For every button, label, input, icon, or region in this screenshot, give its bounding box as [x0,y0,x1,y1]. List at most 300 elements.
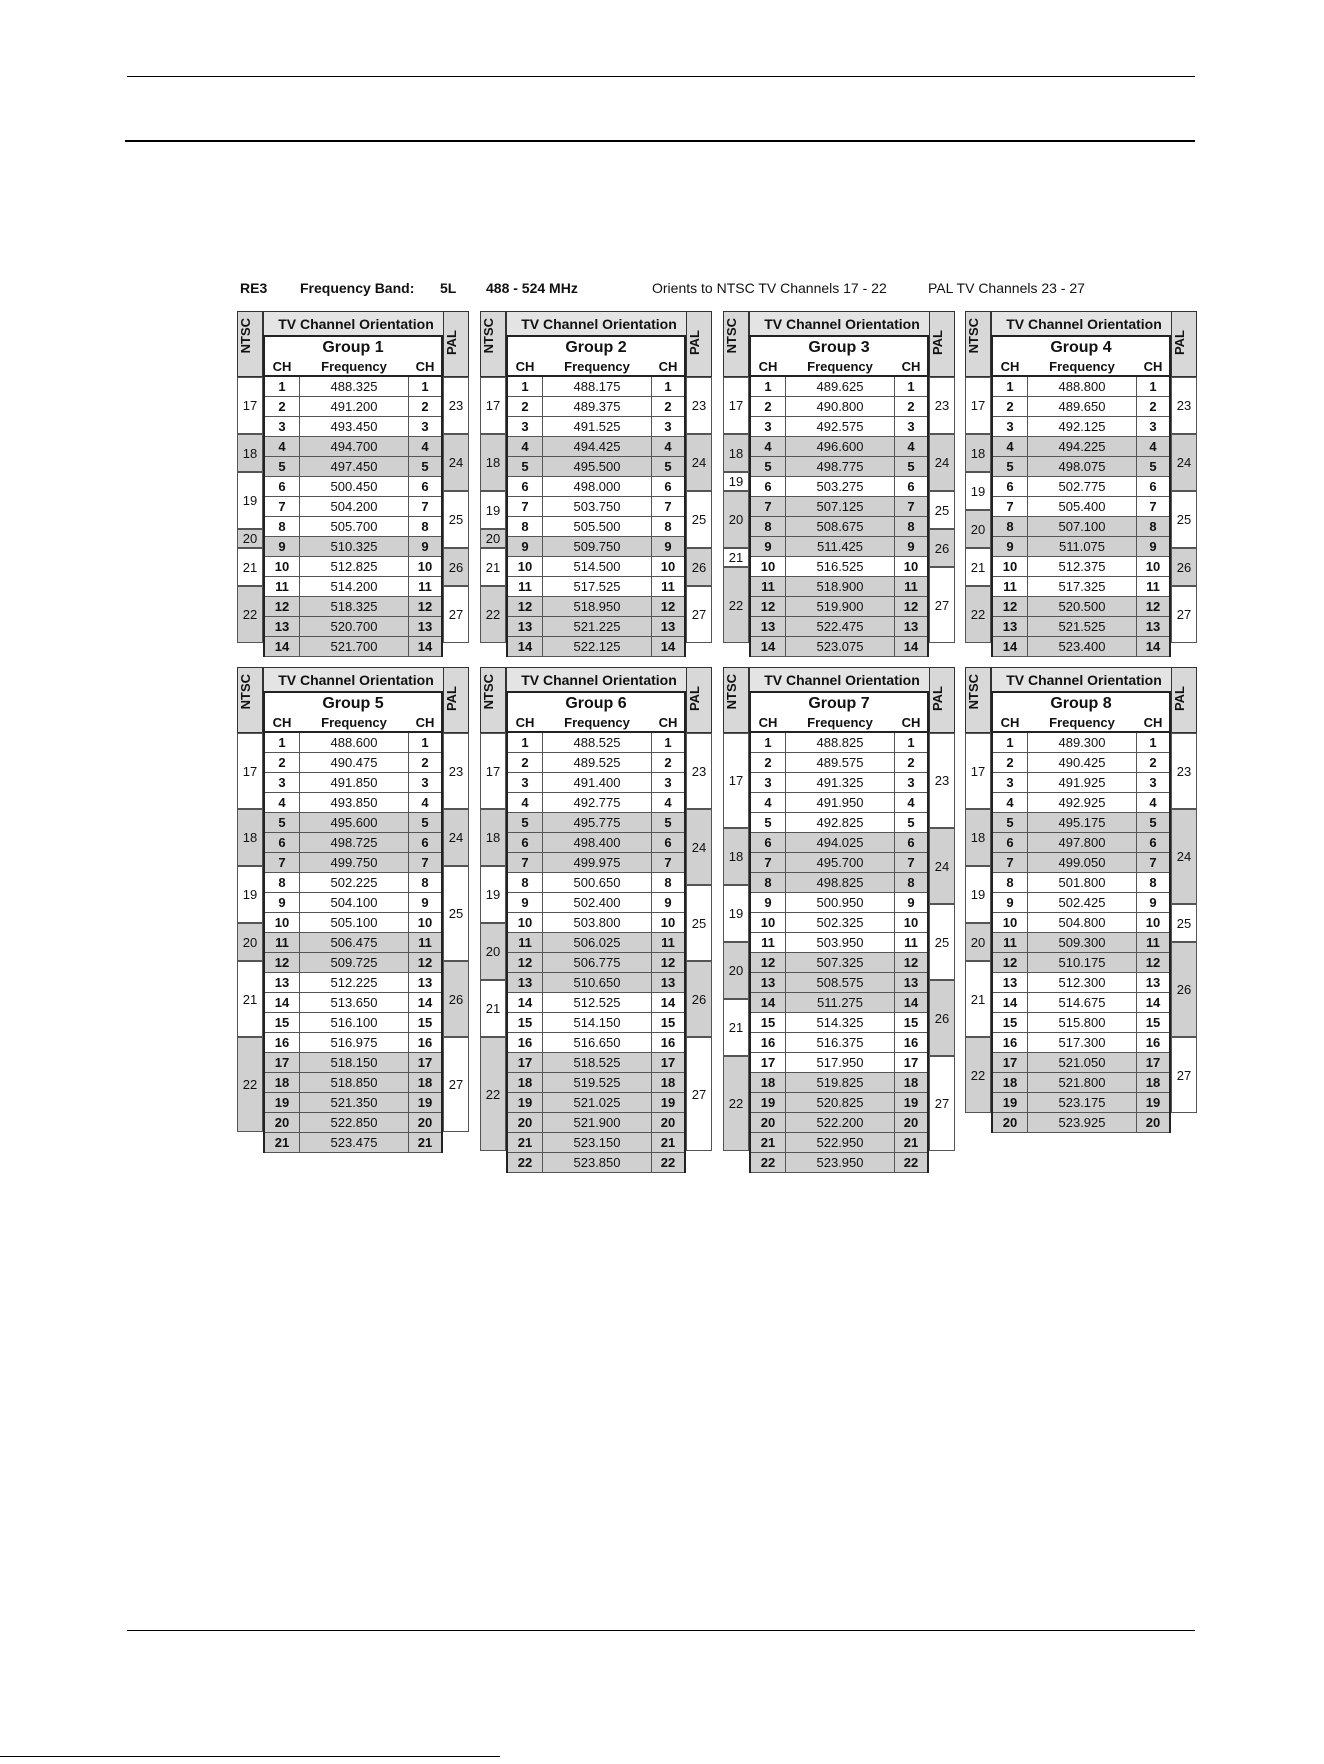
frequency-cell: 507.125 [785,497,895,516]
frequency-cell: 501.800 [1027,873,1137,892]
channel-cell: 10 [903,559,919,574]
frequency-cell: 497.450 [299,457,409,476]
channel-cell: 1 [421,735,429,750]
channel-cell: 13 [660,619,676,634]
channel-cell: 6 [664,835,672,850]
table-row [751,497,927,517]
ntsc-header [237,667,263,733]
table-row [508,1093,684,1113]
frequency-cell: 495.775 [542,813,652,832]
channel-cell: 7 [1149,855,1157,870]
ntsc-channel-cell: 21 [480,980,506,1037]
table-row [751,953,927,973]
ntsc-header [965,667,991,733]
table-row [751,993,927,1013]
pal-channel-cell: 23 [686,377,712,434]
frequency-cell: 506.025 [542,933,652,952]
channel-cell: 16 [1002,1035,1018,1050]
frequency-header: Frequency [1049,715,1115,730]
frequency-cell: 490.800 [785,397,895,416]
ntsc-channel-cell: 20 [237,529,263,548]
pal-channel-cell: 27 [1171,1037,1197,1113]
frequency-cell: 507.325 [785,953,895,972]
group-inner [991,335,1171,657]
group-inner [263,691,443,1153]
frequency-cell: 491.925 [1027,773,1137,792]
pal-channel-cell: 24 [929,434,955,491]
table-row [508,637,684,657]
table-row [751,537,927,557]
orientation-title: TV Channel Orientation [749,667,935,691]
table-row [265,793,441,813]
frequency-cell: 504.200 [299,497,409,516]
channel-cell: 16 [517,1035,533,1050]
frequency-cell: 504.100 [299,893,409,912]
column-header [508,359,684,377]
frequency-cell: 512.525 [542,993,652,1012]
pal-channel-cell: 26 [686,961,712,1037]
pal-channel-cell: 24 [1171,809,1197,904]
channel-cell: 4 [664,795,672,810]
channel-cell: 17 [660,1055,676,1070]
frequency-cell: 519.825 [785,1073,895,1092]
channel-cell: 17 [517,1055,533,1070]
ntsc-channel-cell: 17 [237,733,263,809]
channel-cell: 4 [1006,439,1014,454]
frequency-cell: 518.950 [542,597,652,616]
table-row [993,597,1169,617]
channel-cell: 2 [421,399,429,414]
ntsc-channel-cell: 21 [965,961,991,1037]
channel-cell: 4 [1149,439,1157,454]
group-table-2 [480,311,712,654]
channel-cell: 6 [521,479,529,494]
table-row [508,477,684,497]
orientation-title: TV Channel Orientation [506,311,692,335]
channel-cell: 8 [907,875,915,890]
group-table-5 [237,667,469,1150]
channel-cell: 8 [1006,519,1014,534]
frequency-cell: 502.325 [785,913,895,932]
table-row [751,873,927,893]
orientation-title: TV Channel Orientation [749,311,935,335]
table-row [508,893,684,913]
channel-cell: 5 [521,459,529,474]
channel-cell: 7 [907,499,915,514]
table-row [751,1013,927,1033]
channel-cell: 2 [907,399,915,414]
channel-cell: 17 [1145,1055,1161,1070]
table-row [751,1113,927,1133]
channel-cell: 21 [660,1135,676,1150]
table-row [508,813,684,833]
pal-channel-cell: 23 [686,733,712,809]
frequency-cell: 512.825 [299,557,409,576]
channel-cell: 1 [907,379,915,394]
frequency-cell: 514.325 [785,1013,895,1032]
table-row [993,973,1169,993]
channel-cell: 8 [278,519,286,534]
frequency-header: Frequency [321,359,387,374]
pal-label: PAL [930,330,945,356]
channel-cell: 13 [660,975,676,990]
channel-cell: 9 [907,895,915,910]
ntsc-channel-cell: 18 [237,434,263,472]
table-row [508,1033,684,1053]
channel-cell: 14 [417,639,433,654]
channel-cell: 12 [274,599,290,614]
ntsc-channel-cell: 18 [965,434,991,472]
pal-channel-cell: 25 [443,866,469,961]
channel-cell: 11 [661,579,675,594]
table-row [265,873,441,893]
frequency-cell: 491.400 [542,773,652,792]
orientation-title: TV Channel Orientation [991,667,1177,691]
table-row [265,377,441,397]
ntsc-channel-cell: 19 [480,866,506,923]
channel-cell: 13 [1145,619,1161,634]
channel-cell: 14 [760,995,776,1010]
channel-cell: 10 [760,915,776,930]
channel-cell: 13 [903,619,919,634]
frequency-cell: 512.375 [1027,557,1137,576]
table-row [993,537,1169,557]
ch-header: CH [1000,715,1020,730]
column-header [993,715,1169,733]
channel-cell: 8 [1149,519,1157,534]
channel-cell: 4 [664,439,672,454]
ntsc-header [480,311,506,377]
frequency-cell: 518.850 [299,1073,409,1092]
ch-header: CH [515,359,535,374]
channel-cell: 7 [421,499,429,514]
channel-cell: 1 [1006,379,1014,394]
channel-cell: 12 [274,955,290,970]
channel-cell: 9 [1149,539,1157,554]
frequency-cell: 520.825 [785,1093,895,1112]
channel-cell: 13 [903,975,919,990]
table-row [751,1133,927,1153]
table-row [265,753,441,773]
table-row [751,397,927,417]
channel-cell: 3 [521,775,529,790]
channel-cell: 4 [421,795,429,810]
channel-cell: 22 [760,1155,776,1170]
table-row [265,973,441,993]
channel-cell: 6 [1149,479,1157,494]
pal-label: PAL [930,686,945,712]
ntsc-channel-cell: 22 [723,1056,749,1151]
ntsc-channel-cell: 19 [965,472,991,510]
frequency-cell: 503.950 [785,933,895,952]
channel-cell: 22 [903,1155,919,1170]
table-row [508,457,684,477]
channel-cell: 13 [1002,975,1018,990]
table-row [993,813,1169,833]
frequency-cell: 492.925 [1027,793,1137,812]
frequency-header: Frequency [321,715,387,730]
frequency-cell: 494.700 [299,437,409,456]
ntsc-label: NTSC [481,674,496,710]
table-row [993,497,1169,517]
table-row [508,753,684,773]
channel-cell: 10 [760,559,776,574]
frequency-cell: 517.325 [1027,577,1137,596]
table-row [751,1053,927,1073]
channel-cell: 3 [421,775,429,790]
frequency-cell: 510.325 [299,537,409,556]
channel-cell: 17 [417,1055,433,1070]
frequency-header: Frequency [1049,359,1115,374]
table-row [993,1013,1169,1033]
frequency-cell: 490.425 [1027,753,1137,772]
frequency-cell: 521.050 [1027,1053,1137,1072]
channel-cell: 7 [907,855,915,870]
frequency-cell: 508.675 [785,517,895,536]
frequency-cell: 506.475 [299,933,409,952]
frequency-cell: 512.300 [1027,973,1137,992]
pal-label: PAL [444,686,459,712]
table-row [265,617,441,637]
channel-cell: 10 [517,915,533,930]
ntsc-label: NTSC [966,674,981,710]
channel-cell: 10 [274,915,290,930]
table-row [993,1113,1169,1133]
table-row [993,1073,1169,1093]
frequency-cell: 512.225 [299,973,409,992]
table-row [993,1033,1169,1053]
pal-channel-cell: 23 [1171,733,1197,809]
channel-cell: 1 [907,735,915,750]
channel-cell: 16 [660,1035,676,1050]
ch-header: CH [272,359,292,374]
ch-header: CH [758,715,778,730]
pal-channel-cell: 27 [1171,586,1197,643]
frequency-cell: 502.775 [1027,477,1137,496]
table-row [265,597,441,617]
channel-cell: 20 [660,1115,676,1130]
pal-channel-cell: 26 [1171,548,1197,586]
channel-cell: 14 [517,995,533,1010]
pal-channel-cell: 25 [443,491,469,548]
channel-cell: 11 [275,935,289,950]
table-row [508,417,684,437]
table-row [751,833,927,853]
ntsc-label: NTSC [481,318,496,354]
frequency-cell: 498.775 [785,457,895,476]
channel-cell: 3 [764,775,772,790]
table-row [265,953,441,973]
channel-cell: 18 [1145,1075,1161,1090]
frequency-cell: 488.325 [299,377,409,396]
channel-cell: 2 [421,755,429,770]
channel-cell: 17 [760,1055,776,1070]
table-row [265,813,441,833]
channel-cell: 3 [278,775,286,790]
table-row [265,557,441,577]
table-row [508,773,684,793]
ntsc-channel-cell: 17 [965,377,991,434]
channel-cell: 1 [1149,379,1157,394]
table-row [993,733,1169,753]
channel-cell: 6 [278,479,286,494]
channel-cell: 5 [278,815,286,830]
table-row [265,993,441,1013]
table-row [265,773,441,793]
table-row [265,833,441,853]
channel-cell: 5 [907,815,915,830]
pal-channel-cell: 26 [1171,942,1197,1037]
channel-cell: 8 [1006,875,1014,890]
table-row [508,497,684,517]
channel-cell: 2 [521,755,529,770]
channel-cell: 6 [907,835,915,850]
ntsc-header [965,311,991,377]
frequency-cell: 503.275 [785,477,895,496]
frequency-cell: 521.700 [299,637,409,656]
table-row [993,1093,1169,1113]
channel-cell: 14 [274,995,290,1010]
channel-cell: 5 [421,459,429,474]
pal-channel-cell: 24 [1171,434,1197,491]
pal-channel-cell: 24 [686,809,712,885]
frequency-range: 488 - 524 MHz [486,280,578,296]
channel-cell: 3 [1149,775,1157,790]
frequency-cell: 509.725 [299,953,409,972]
channel-cell: 21 [417,1135,433,1150]
channel-cell: 13 [1002,619,1018,634]
channel-cell: 6 [664,479,672,494]
channel-cell: 13 [274,619,290,634]
group-table-3 [723,311,955,654]
table-row [751,597,927,617]
ntsc-channel-cell: 17 [480,733,506,809]
frequency-cell: 500.450 [299,477,409,496]
channel-cell: 11 [418,935,432,950]
channel-cell: 10 [903,915,919,930]
table-row [265,733,441,753]
pal-label: PAL [1172,686,1187,712]
pal-channel-cell: 25 [686,885,712,961]
channel-cell: 9 [1006,539,1014,554]
frequency-cell: 523.950 [785,1153,895,1172]
channel-cell: 13 [1145,975,1161,990]
channel-cell: 15 [903,1015,919,1030]
channel-cell: 7 [278,855,286,870]
table-row [751,973,927,993]
channel-cell: 15 [760,1015,776,1030]
channel-cell: 3 [664,419,672,434]
table-row [265,637,441,657]
table-row [993,933,1169,953]
table-row [751,417,927,437]
channel-cell: 5 [1149,459,1157,474]
frequency-header: Frequency [564,715,630,730]
frequency-cell: 511.275 [785,993,895,1012]
channel-cell: 10 [1002,559,1018,574]
table-row [508,517,684,537]
pal-note: PAL TV Channels 23 - 27 [928,280,1085,296]
table-row [751,637,927,657]
frequency-cell: 491.200 [299,397,409,416]
frequency-cell: 511.425 [785,537,895,556]
table-row [508,377,684,397]
pal-label: PAL [687,330,702,356]
frequency-cell: 502.400 [542,893,652,912]
frequency-cell: 489.300 [1027,733,1137,752]
channel-cell: 11 [761,579,775,594]
ch-header: CH [1143,715,1163,730]
channel-cell: 19 [274,1095,290,1110]
group-inner [263,335,443,657]
channel-cell: 12 [903,599,919,614]
table-row [751,853,927,873]
frequency-cell: 505.700 [299,517,409,536]
table-row [508,537,684,557]
channel-cell: 14 [1002,639,1018,654]
channel-cell: 17 [903,1055,919,1070]
ntsc-channel-cell: 20 [965,510,991,548]
channel-cell: 10 [274,559,290,574]
channel-cell: 8 [664,875,672,890]
group-inner [749,335,929,657]
ch-header: CH [1000,359,1020,374]
frequency-cell: 495.500 [542,457,652,476]
channel-cell: 8 [521,875,529,890]
channel-cell: 13 [517,975,533,990]
table-row [993,377,1169,397]
frequency-cell: 492.775 [542,793,652,812]
table-row [751,457,927,477]
channel-cell: 2 [664,755,672,770]
ntsc-channel-cell: 18 [237,809,263,866]
frequency-cell: 522.125 [542,637,652,656]
frequency-cell: 498.825 [785,873,895,892]
frequency-header [240,280,1100,302]
channel-cell: 10 [660,915,676,930]
header-rule [125,140,1195,142]
orientation-title: TV Channel Orientation [991,311,1177,335]
channel-cell: 12 [660,955,676,970]
channel-cell: 12 [1002,955,1018,970]
table-row [751,793,927,813]
frequency-cell: 507.100 [1027,517,1137,536]
channel-cell: 8 [421,875,429,890]
frequency-cell: 489.575 [785,753,895,772]
frequency-cell: 491.525 [542,417,652,436]
channel-cell: 16 [903,1035,919,1050]
frequency-cell: 492.825 [785,813,895,832]
channel-cell: 9 [421,895,429,910]
pal-channel-cell: 25 [686,491,712,548]
channel-cell: 14 [1002,995,1018,1010]
bottom-rule [0,1756,500,1757]
pal-channel-cell: 25 [1171,904,1197,942]
frequency-cell: 491.950 [785,793,895,812]
frequency-cell: 499.050 [1027,853,1137,872]
channel-cell: 12 [517,955,533,970]
channel-cell: 5 [764,459,772,474]
frequency-cell: 500.950 [785,893,895,912]
table-row [265,1113,441,1133]
table-row [265,577,441,597]
channel-cell: 7 [764,855,772,870]
ntsc-channel-cell: 21 [965,548,991,586]
channel-cell: 10 [1145,559,1161,574]
channel-cell: 12 [517,599,533,614]
frequency-cell: 488.525 [542,733,652,752]
channel-cell: 6 [764,835,772,850]
